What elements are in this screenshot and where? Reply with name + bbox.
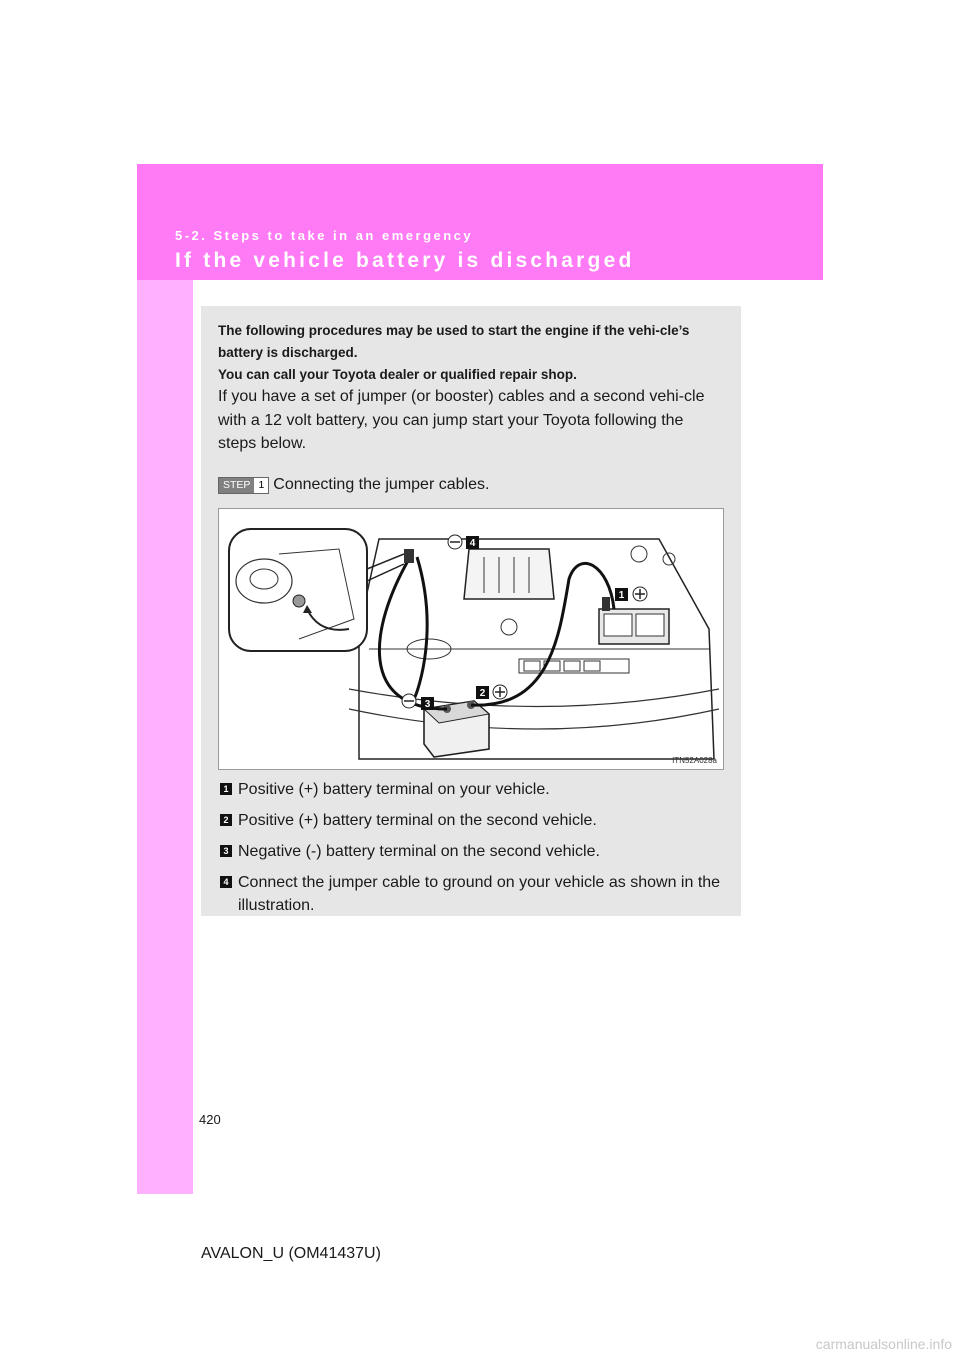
page-title: If the vehicle battery is discharged: [175, 249, 635, 272]
step-text: Connecting the jumper cables.: [273, 476, 490, 493]
legend-item: [220, 840, 725, 863]
section-label: 5-2. Steps to take in an emergency: [175, 228, 474, 243]
legend-text: Positive (+) battery terminal on the second vehicle.: [238, 812, 597, 829]
side-strip: [137, 164, 193, 1194]
intro-line-1: The following procedures may be used to start the engine if the vehi-cle’s battery is discharged.: [218, 323, 690, 360]
step-row: [218, 475, 489, 495]
legend-text: Positive (+) battery terminal on your vehicle.: [238, 781, 550, 798]
page-number: 420: [199, 1112, 221, 1127]
callout-2-label: 2: [479, 688, 486, 699]
callout-4-label: 4: [469, 538, 476, 549]
legend-item: [220, 809, 725, 832]
watermark: carmanualsonline.info: [815, 1336, 952, 1352]
callout-3-label: 3: [424, 699, 431, 710]
step-badge: [218, 477, 269, 494]
legend-text: Connect the jumper cable to ground on your vehicle as shown in the illustration.: [238, 874, 721, 914]
legend-number: 1: [220, 783, 232, 795]
engine-bay-drawing: [219, 509, 723, 769]
legend-list: [220, 778, 725, 925]
legend-item: [220, 778, 725, 801]
body-paragraph: If you have a set of jumper (or booster) cables and a second vehi-cle with a 12 volt battery, you can jump start your Toyota following the steps below.: [218, 388, 705, 452]
legend-number: 3: [220, 845, 232, 857]
step-badge-number: 1: [258, 478, 265, 491]
legend-item: [220, 871, 725, 917]
illustration-code: ITN52A028a: [672, 756, 717, 765]
legend-text: Negative (-) battery terminal on the second vehicle.: [238, 843, 600, 860]
document-id: AVALON_U (OM41437U): [201, 1245, 381, 1262]
intro-line-2: You can call your Toyota dealer or qualified repair shop.: [218, 367, 577, 382]
intro-text: [218, 320, 728, 386]
callout-1-label: 1: [618, 590, 625, 601]
step-badge-word: STEP: [219, 478, 254, 493]
legend-number: 4: [220, 876, 232, 888]
legend-number: 2: [220, 814, 232, 826]
engine-illustration: [218, 508, 724, 770]
